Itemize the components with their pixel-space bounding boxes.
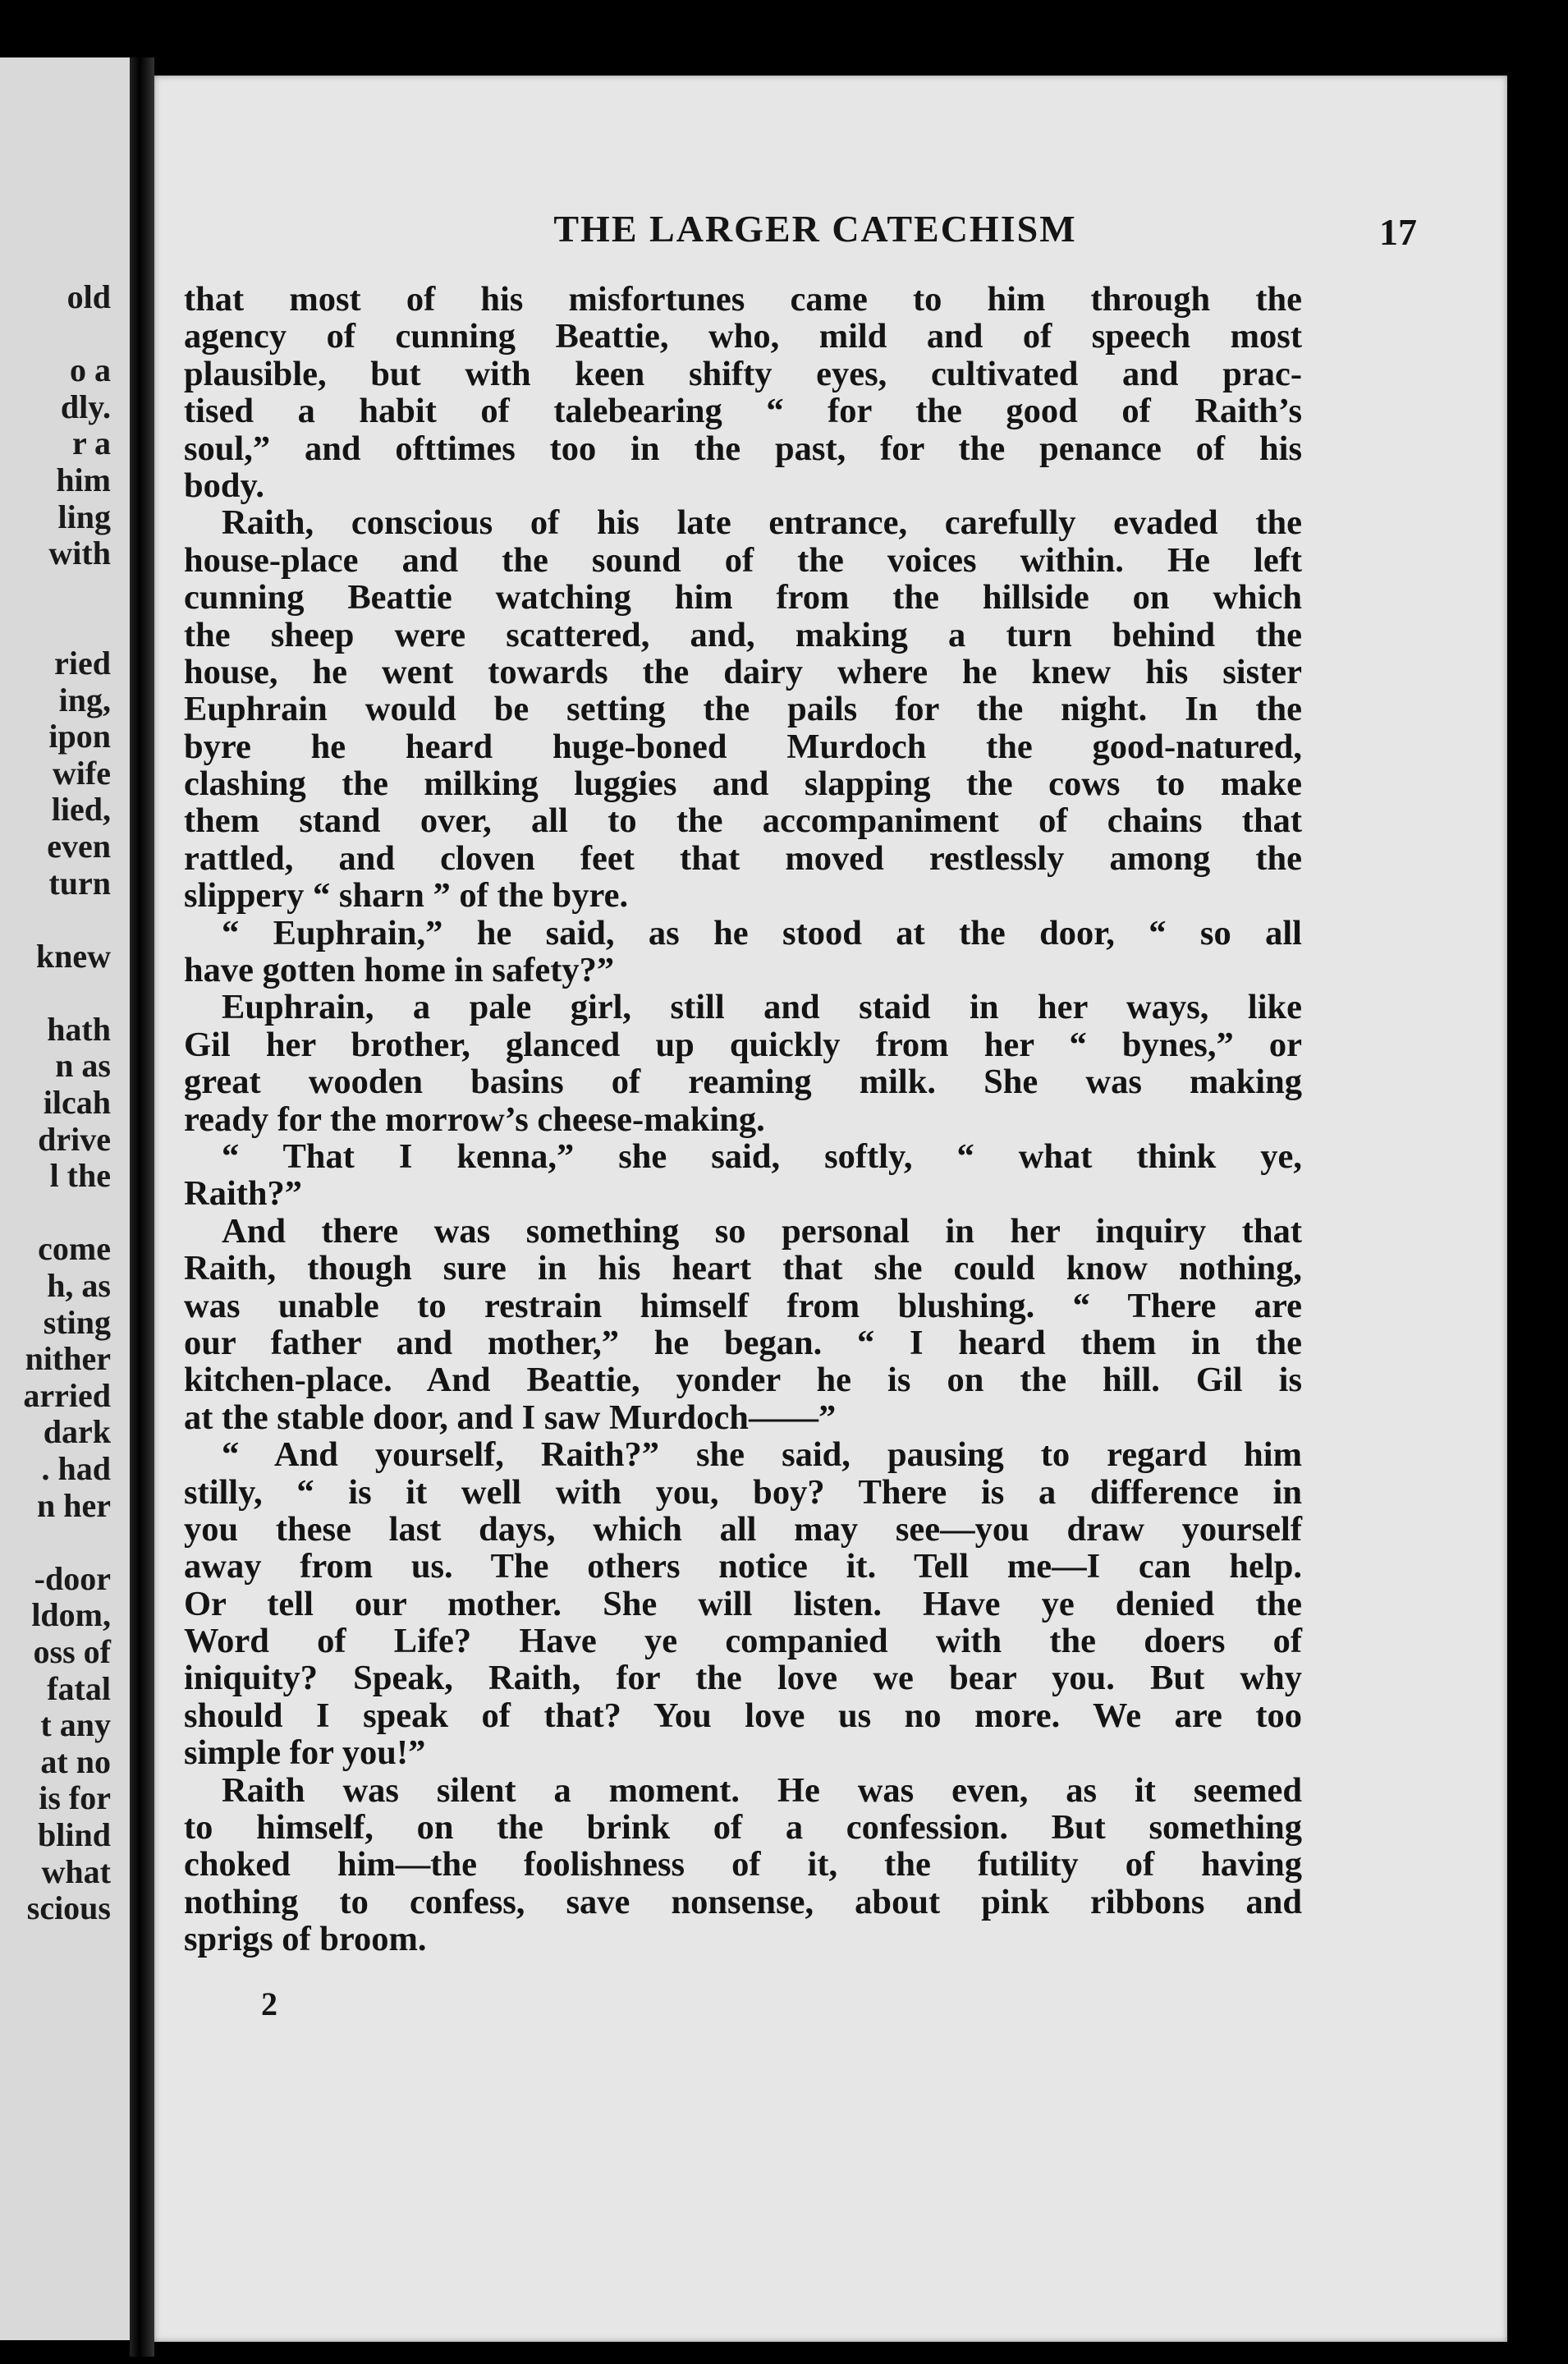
facing-page-line: . had	[41, 1450, 111, 1487]
facing-page-line	[0, 975, 111, 1012]
facing-page-line: even	[47, 827, 111, 865]
text-line: you these last days, which all may see—you draw yourself	[184, 1509, 1302, 1549]
facing-page-line: knew	[35, 937, 111, 975]
text-line: body.	[184, 466, 265, 505]
facing-page-line: arried	[23, 1376, 111, 1414]
text-line: Euphrain would be setting the pails for the night. In the	[184, 690, 1302, 729]
text-line: at the stable door, and I saw Murdoch——”	[184, 1398, 837, 1437]
facing-page-line: n as	[55, 1047, 111, 1085]
facing-page-line: lied,	[51, 791, 111, 829]
facing-page-line: h, as	[47, 1267, 111, 1305]
facing-page-line: hath	[47, 1010, 111, 1048]
text-line: “ And yourself, Raith?” she said, pausing to regard him	[222, 1435, 1302, 1475]
text-line: iniquity? Speak, Raith, for the love we bear you. But why	[184, 1659, 1302, 1698]
facing-page-fragment	[0, 57, 131, 2340]
running-title: THE LARGER CATECHISM	[553, 208, 1077, 250]
facing-page-line	[0, 1524, 111, 1561]
text-line: plausible, but with keen shifty eyes, cultivated and prac-	[184, 354, 1302, 393]
facing-page-line: wife	[52, 754, 111, 792]
text-line: away from us. The others notice it. Tell me—I can help.	[184, 1547, 1302, 1586]
text-line: them stand over, all to the accompaniment of chains that	[184, 801, 1302, 841]
text-line: byre he heard huge-boned Murdoch the good-natured,	[184, 727, 1302, 766]
facing-page-line: old	[66, 278, 111, 315]
facing-page-line: t any	[40, 1706, 111, 1744]
facing-page-line: n her	[37, 1486, 111, 1524]
text-line: house-place and the sound of the voices within. He left	[184, 540, 1302, 580]
book-gutter	[130, 57, 154, 2357]
text-line: tised a habit of talebearing “ for the good of Raith’s	[184, 392, 1302, 431]
facing-page-line: oss of	[33, 1632, 111, 1670]
text-line: was unable to restrain himself from blushing. “ There are	[184, 1286, 1302, 1325]
facing-page-line: with	[48, 535, 111, 572]
text-line: should I speak of that? You love us no more. We are too	[184, 1696, 1302, 1735]
text-line: “ Euphrain,” he said, as he stood at the door, “ so all	[222, 913, 1302, 952]
facing-page-line: drive	[38, 1120, 111, 1158]
facing-page-line: turn	[48, 864, 111, 902]
facing-page-line: is for	[39, 1779, 111, 1817]
facing-page-line: blind	[38, 1815, 111, 1853]
facing-page-line: ipon	[48, 718, 111, 755]
text-line: Gil her brother, glanced up quickly from her “ bynes,” or	[184, 1025, 1302, 1064]
text-line: have gotten home in safety?”	[184, 951, 615, 990]
text-line: Word of Life? Have ye companied with the doers of	[184, 1622, 1302, 1661]
facing-page-line: -door	[34, 1559, 111, 1597]
text-line: Raith, though sure in his heart that she could know nothing,	[184, 1249, 1302, 1288]
text-line: kitchen-place. And Beattie, yonder he is on the hill. Gil is	[184, 1361, 1302, 1400]
page	[154, 76, 1507, 2342]
text-line: nothing to confess, save nonsense, about pink ribbons and	[184, 1882, 1302, 1921]
text-line: the sheep were scattered, and, making a turn behind the	[184, 615, 1302, 654]
facing-page-line: fatal	[47, 1669, 111, 1707]
facing-page-line: come	[38, 1230, 111, 1268]
text-line: ready for the morrow’s cheese-making.	[184, 1099, 765, 1139]
facing-page-line: scious	[26, 1889, 111, 1927]
facing-page-line	[0, 1195, 111, 1232]
facing-page-line: ried	[54, 644, 111, 682]
facing-page-line: ldom,	[31, 1596, 111, 1634]
facing-page-line	[0, 608, 111, 645]
facing-page-line: at no	[40, 1742, 111, 1780]
facing-page-line: l the	[49, 1157, 111, 1195]
page-number: 17	[1379, 211, 1417, 253]
text-line: soul,” and ofttimes too in the past, for the penance of his	[184, 429, 1302, 468]
text-line: Raith was silent a moment. He was even, as it seemed	[222, 1770, 1302, 1810]
text-line: stilly, “ is it well with you, boy? There is a difference in	[184, 1472, 1302, 1512]
facing-page-line	[0, 902, 111, 939]
text-line: slippery “ sharn ” of the byre.	[184, 876, 629, 916]
page-header	[154, 207, 1507, 264]
text-line: that most of his misfortunes came to him through the	[184, 280, 1302, 319]
body-text	[184, 281, 1302, 1958]
facing-page-line: ling	[57, 498, 111, 535]
facing-page-line	[0, 572, 111, 609]
text-line: clashing the milking luggies and slapping the cows to make	[184, 764, 1302, 804]
facing-page-line: him	[56, 461, 111, 498]
text-line: cunning Beattie watching him from the hillside on which	[184, 578, 1302, 617]
facing-page-line: ing,	[58, 681, 111, 718]
facing-page-line: dly.	[60, 388, 111, 425]
text-line: great wooden basins of reaming milk. She was making	[184, 1063, 1302, 1102]
text-line: Euphrain, a pale girl, still and staid in her ways, like	[222, 988, 1302, 1027]
facing-page-line: dark	[43, 1413, 111, 1451]
text-line: rattled, and cloven feet that moved restlessly among the	[184, 838, 1302, 878]
text-line: sprigs of broom.	[184, 1920, 427, 1959]
text-line: Or tell our mother. She will listen. Have ye denied the	[184, 1584, 1302, 1623]
text-line: “ That I kenna,” she said, softly, “ what think ye,	[222, 1136, 1302, 1176]
text-line: our father and mother,” he began. “ I heard them in the	[184, 1323, 1302, 1362]
signature-mark: 2	[261, 1985, 277, 2022]
text-line: house, he went towards the dairy where he knew his sister	[184, 652, 1302, 691]
facing-page-line: sting	[43, 1303, 111, 1341]
text-line: Raith, conscious of his late entrance, carefully evaded the	[222, 503, 1302, 543]
text-line: simple for you!”	[184, 1733, 426, 1773]
facing-page-line: what	[41, 1852, 111, 1890]
text-line: And there was something so personal in her inquiry that	[222, 1211, 1302, 1251]
text-line: choked him—the foolishness of it, the futility of having	[184, 1845, 1302, 1884]
text-line: Raith?”	[184, 1174, 303, 1214]
facing-page-line: o a	[70, 351, 111, 389]
facing-page-line: nither	[25, 1340, 111, 1378]
facing-page-line	[0, 316, 111, 353]
text-line: to himself, on the brink of a confession. But something	[184, 1808, 1302, 1848]
facing-page-line: r a	[71, 425, 111, 462]
text-line: agency of cunning Beattie, who, mild and of speech most	[184, 317, 1302, 356]
facing-page-text	[0, 279, 111, 1927]
facing-page-line: ilcah	[43, 1084, 111, 1122]
